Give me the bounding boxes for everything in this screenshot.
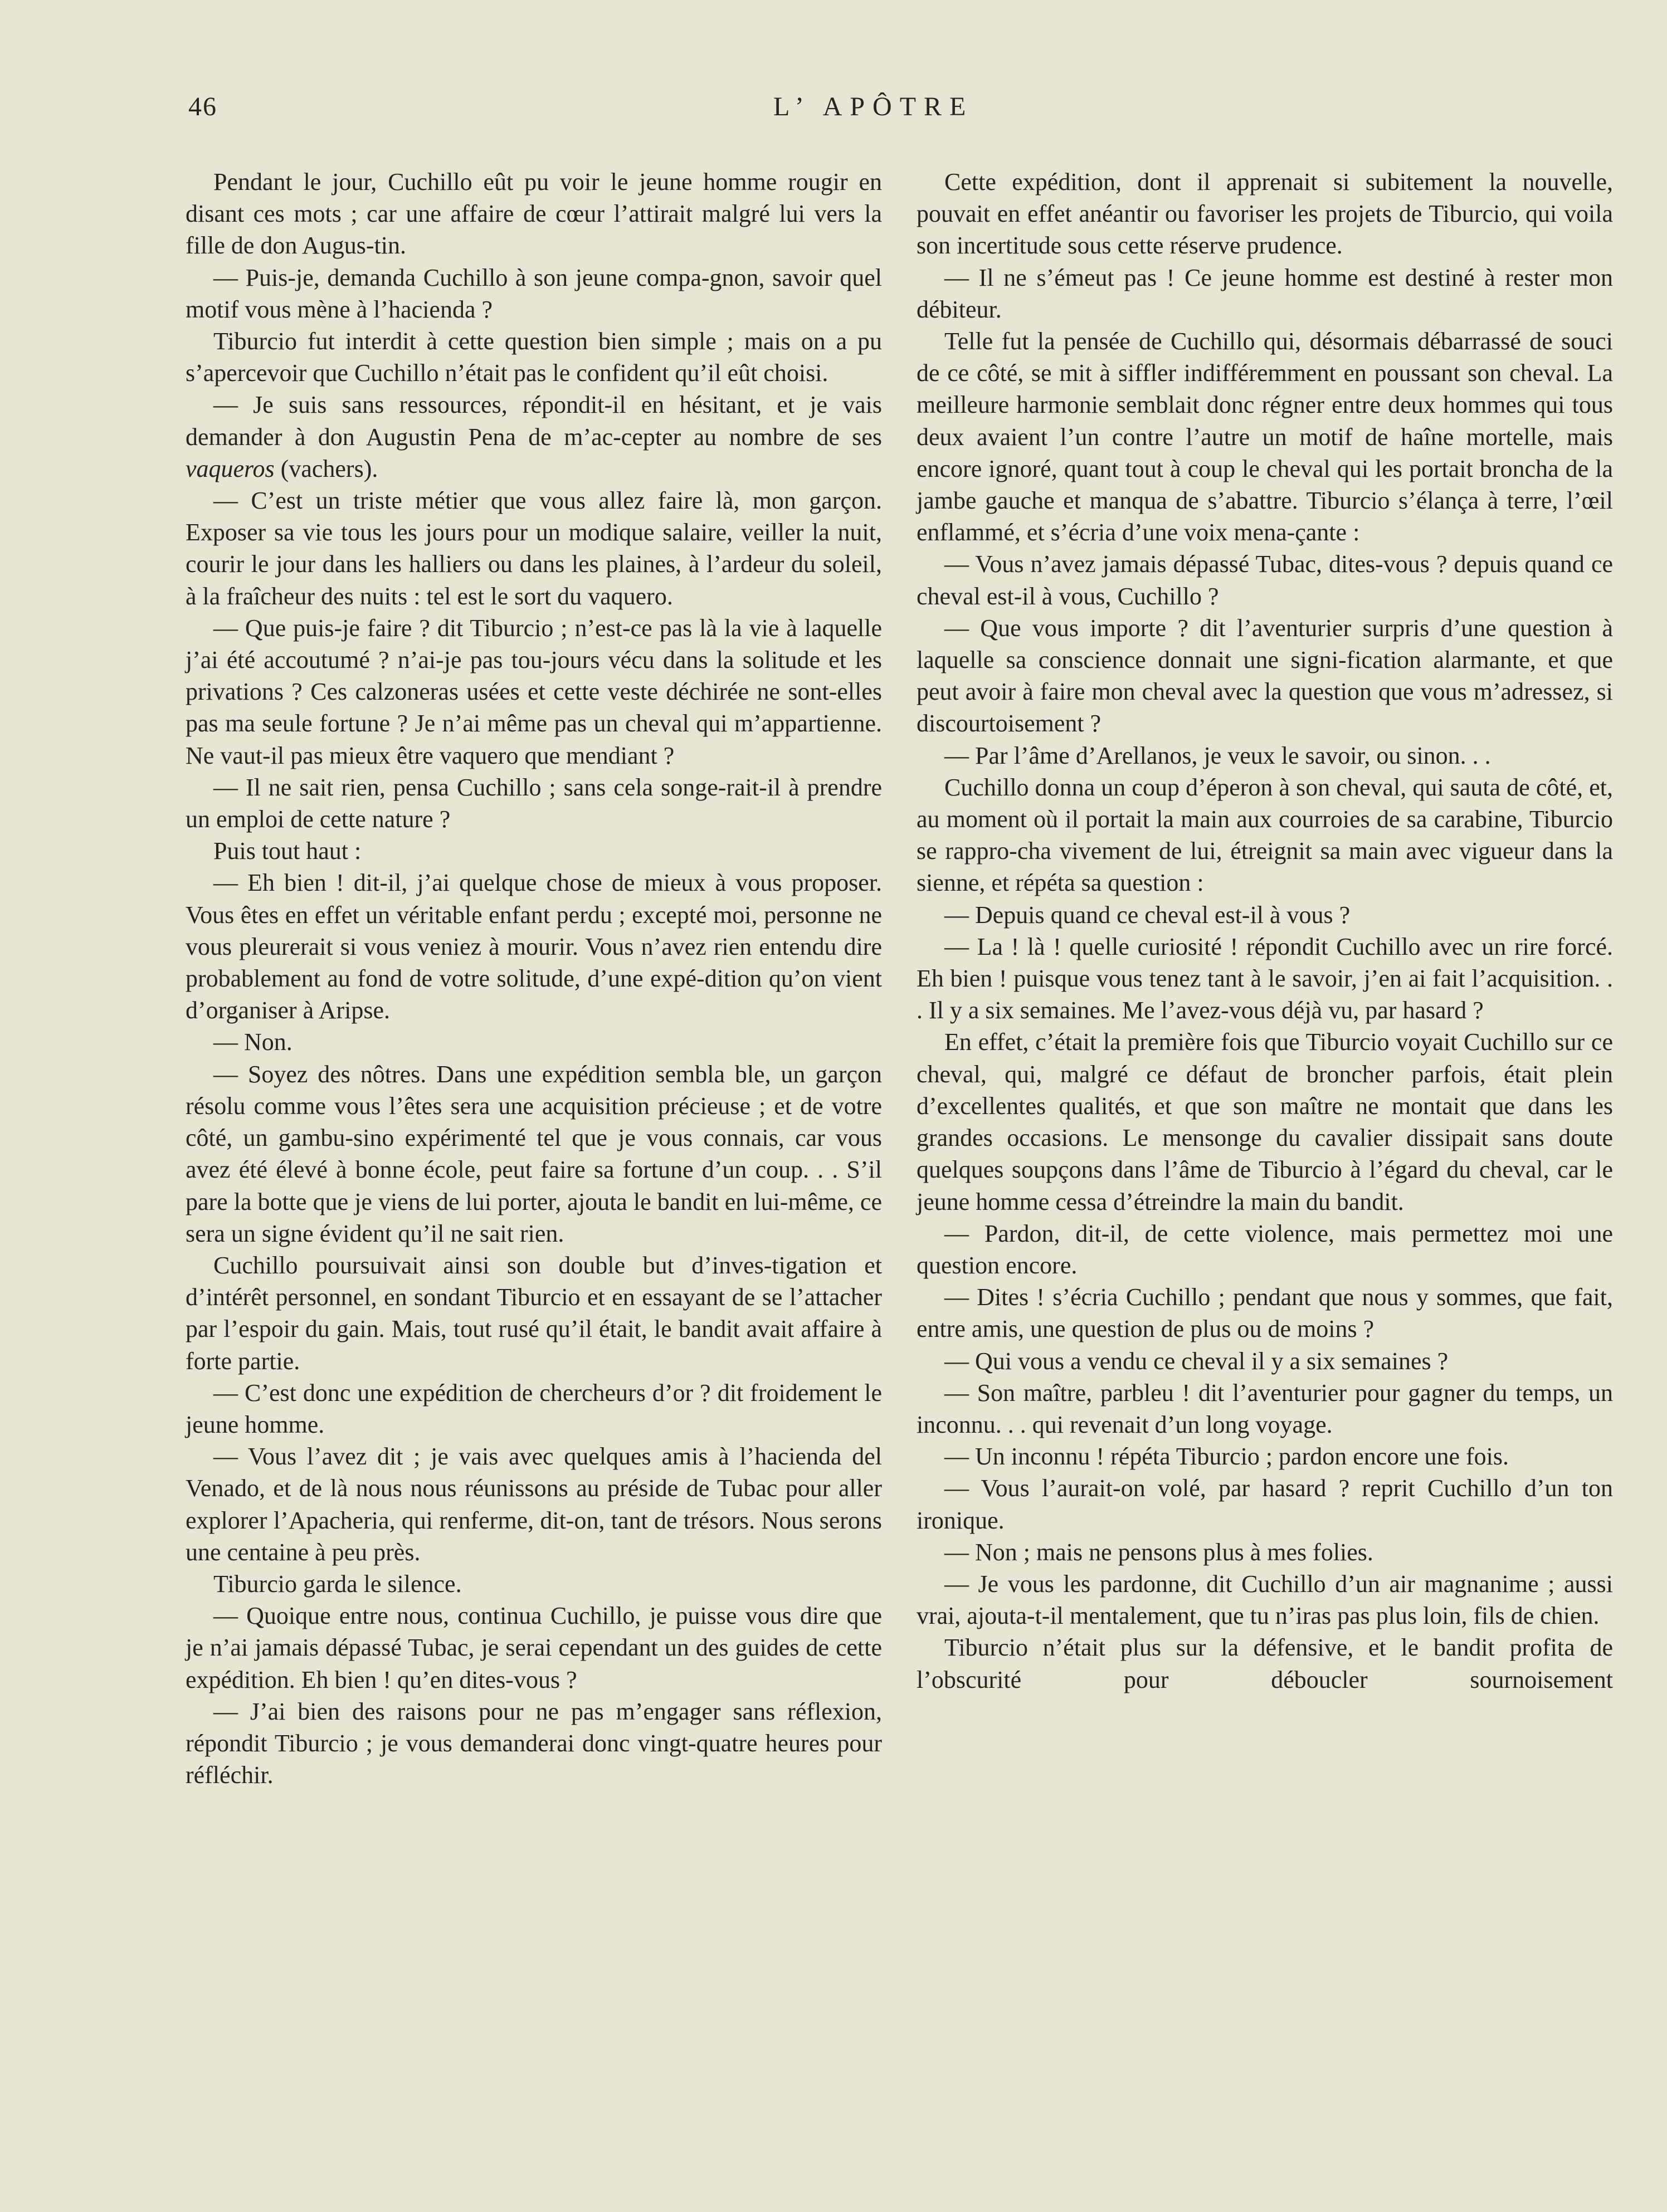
paragraph: Tiburcio garda le silence. (213, 1570, 462, 1598)
paragraph (186, 389, 882, 485)
running-title: L’ APÔTRE (773, 92, 974, 121)
paragraph: — Depuis quand ce cheval est-il à vous ? (944, 901, 1351, 929)
paragraph: — Son maître, parbleu ! dit l’aventurier pour gagner du temps, un inconnu. . . qui revenait d’un long voyage. (917, 1379, 1613, 1438)
paragraph: — J’ai bien des raisons pour ne pas m’engager sans réflexion, répondit Tiburcio ; je vous demanderai donc vingt-quatre heures pour réfléchir. (186, 1697, 882, 1789)
paragraph: — Par l’âme d’Arellanos, je veux le savoir, ou sinon. . . (944, 741, 1491, 769)
paragraph: — Soyez des nôtres. Dans une expédition sembla ble, un garçon résolu comme vous l’êtes sera une acquisition précieuse ; et de votre côté, un gambu-sino expérimenté tel que je vous connais, car vous avez été élevé à bonne école, peut faire sa fortune d’un coup. . . S’il pare la botte que je viens de lui porter, ajouta le bandit en lui-même, ce sera un signe évident qu’il ne sait rien. (186, 1060, 882, 1247)
paragraph: — Vous l’avez dit ; je vais avec quelques amis à l’hacienda del Venado, et de là nous nous réunissons au préside de Tubac pour aller explorer l’Apacheria, qui renferme, dit-on, tant de trésors. Nous serons une centaine à peu près. (186, 1443, 882, 1566)
paragraph: — Pardon, dit-il, de cette violence, mais permettez moi une question encore. (917, 1219, 1613, 1279)
paragraph: — Quoique entre nous, continua Cuchillo, je puisse vous dire que je n’ai jamais dépassé Tubac, je serai cependant un des guides de cette expédition. Eh bien ! qu’en dites-vous ? (186, 1602, 882, 1693)
paragraph: — Il ne s’émeut pas ! Ce jeune homme est destiné à rester mon débiteur. (917, 263, 1613, 323)
paragraph: — Qui vous a vendu ce cheval il y a six semaines ? (944, 1347, 1449, 1375)
italic-term: vaqueros (186, 455, 275, 482)
paragraph: Pendant le jour, Cuchillo eût pu voir le jeune homme rougir en disant ces mots ; car une affaire de cœur l’attirait malgré lui vers la fille de don Augus-tin. (186, 168, 882, 260)
paragraph: En effet, c’était la première fois que Tiburcio voyait Cuchillo sur ce cheval, qui, malgré ce défaut de broncher parfois, était plein d’excellentes qualités, et que son maître ne montait que dans les grandes occasions. Le mensonge du cavalier dissipait sans doute quelques soupçons dans l’âme de Tiburcio à l’égard du cheval, car le jeune homme cessa d’étreindre la main du bandit. (917, 1028, 1613, 1215)
paragraph: — Eh bien ! dit-il, j’ai quelque chose de mieux à vous proposer. Vous êtes en effet un véritable enfant perdu ; excepté moi, personne ne vous pleurerait si vous veniez à mourir. Vous n’avez rien entendu dire probablement au fond de votre solitude, d’une expé-dition qu’on vient d’organiser à Aripse. (186, 869, 882, 1024)
paragraph: — Un inconnu ! répéta Tiburcio ; pardon encore une fois. (944, 1443, 1509, 1471)
paragraph: Cette expédition, dont il apprenait si subitement la nouvelle, pouvait en effet anéantir ou favoriser les projets de Tiburcio, qui voila son incertitude sous cette réserve prudence. (917, 168, 1613, 260)
paragraph: Telle fut la pensée de Cuchillo qui, désormais débarrassé de souci de ce côté, se mit à siffler indifféremment en poussant son cheval. La meilleure harmonie semblait donc régner entre deux hommes qui tous deux avaient l’un contre l’autre un motif de haîne mortelle, mais encore ignoré, quant tout à coup le cheval qui les portait broncha de la jambe gauche et manqua de s’abattre. Tiburcio s’élança à terre, l’œil enflammé, et s’écria d’une voix mena-çante : (917, 328, 1613, 546)
page-number: 46 (188, 92, 217, 121)
paragraph: Tiburcio fut interdit à cette question bien simple ; mais on a pu s’apercevoir que Cuchillo n’était pas le confident qu’il eût choisi. (186, 328, 882, 387)
paragraph: — C’est un triste métier que vous allez faire là, mon garçon. Exposer sa vie tous les jours pour un modique salaire, veiller la nuit, courir le jour dans les halliers ou dans les plaines, à l’ardeur du soleil, à la fraîcheur des nuits : tel est le sort du vaquero. (186, 487, 882, 610)
paragraph: Tiburcio n’était plus sur la défensive, et le bandit profita de l’obscurité pour déboucler sournoisement (917, 1634, 1613, 1693)
paragraph: — Puis-je, demanda Cuchillo à son jeune compa-gnon, savoir quel motif vous mène à l’hacienda ? (186, 263, 882, 323)
paragraph: Cuchillo poursuivait ainsi son double but d’inves-tigation et d’intérêt personnel, en sondant Tiburcio et en essayant de se l’attacher par l’espoir du gain. Mais, tout rusé qu’il était, le bandit avait affaire à forte partie. (186, 1251, 882, 1375)
paragraph: — La ! là ! quelle curiosité ! répondit Cuchillo avec un rire forcé. Eh bien ! puisque vous tenez tant à le savoir, j’en ai fait l’acquisition. . . Il y a six semaines. Me l’avez-vous déjà vu, par hasard ? (917, 932, 1613, 1024)
paragraph-text: (vachers). (280, 455, 378, 482)
left-column (186, 166, 882, 1791)
paragraph: Cuchillo donna un coup d’éperon à son cheval, qui sauta de côté, et, au moment où il portait la main aux courroies de sa carabine, Tiburcio se rappro-cha vivement de lui, étreignit sa main avec vigueur dans la sienne, et répéta sa question : (917, 773, 1613, 897)
paragraph-text: — Je suis sans ressources, répondit-il en hésitant, et je vais demander à don Augustin Pena de m’ac-cepter au nombre de ses (186, 391, 882, 451)
paragraph: — Que puis-je faire ? dit Tiburcio ; n’est-ce pas là la vie à laquelle j’ai été accoutumé ? n’ai-je pas tou-jours vécu dans la solitude et les privations ? Ces calzoneras usées et cette veste déchirée ne sont-elles pas ma seule fortune ? Je n’ai même pas un cheval qui m’appartienne. Ne vaut-il pas mieux être vaquero que mendiant ? (186, 614, 882, 769)
paragraph: — Que vous importe ? dit l’aventurier surpris d’une question à laquelle sa conscience donnait une signi-fication alarmante, et que peut avoir à faire mon cheval avec la question que vous m’adressez, si discourtoisement ? (917, 614, 1613, 738)
right-column (917, 166, 1613, 1696)
paragraph: — Dites ! s’écria Cuchillo ; pendant que nous y sommes, que fait, entre amis, une question de plus ou de moins ? (917, 1283, 1613, 1343)
paragraph: — Non ; mais ne pensons plus à mes folies. (944, 1538, 1373, 1566)
paragraph: — Vous n’avez jamais dépassé Tubac, dites-vous ? depuis quand ce cheval est-il à vous, Cuchillo ? (917, 550, 1613, 610)
paragraph: — Il ne sait rien, pensa Cuchillo ; sans cela songe-rait-il à prendre un emploi de cette nature ? (186, 773, 882, 833)
paragraph: — Vous l’aurait-on volé, par hasard ? reprit Cuchillo d’un ton ironique. (917, 1474, 1613, 1534)
paragraph: — C’est donc une expédition de chercheurs d’or ? dit froidement le jeune homme. (186, 1379, 882, 1438)
paragraph: — Non. (213, 1028, 293, 1056)
paragraph: — Je vous les pardonne, dit Cuchillo d’un air magnanime ; aussi vrai, ajouta-t-il mentalement, que tu n’iras pas plus loin, fils de chien. (917, 1570, 1613, 1630)
paragraph: Puis tout haut : (213, 837, 362, 865)
